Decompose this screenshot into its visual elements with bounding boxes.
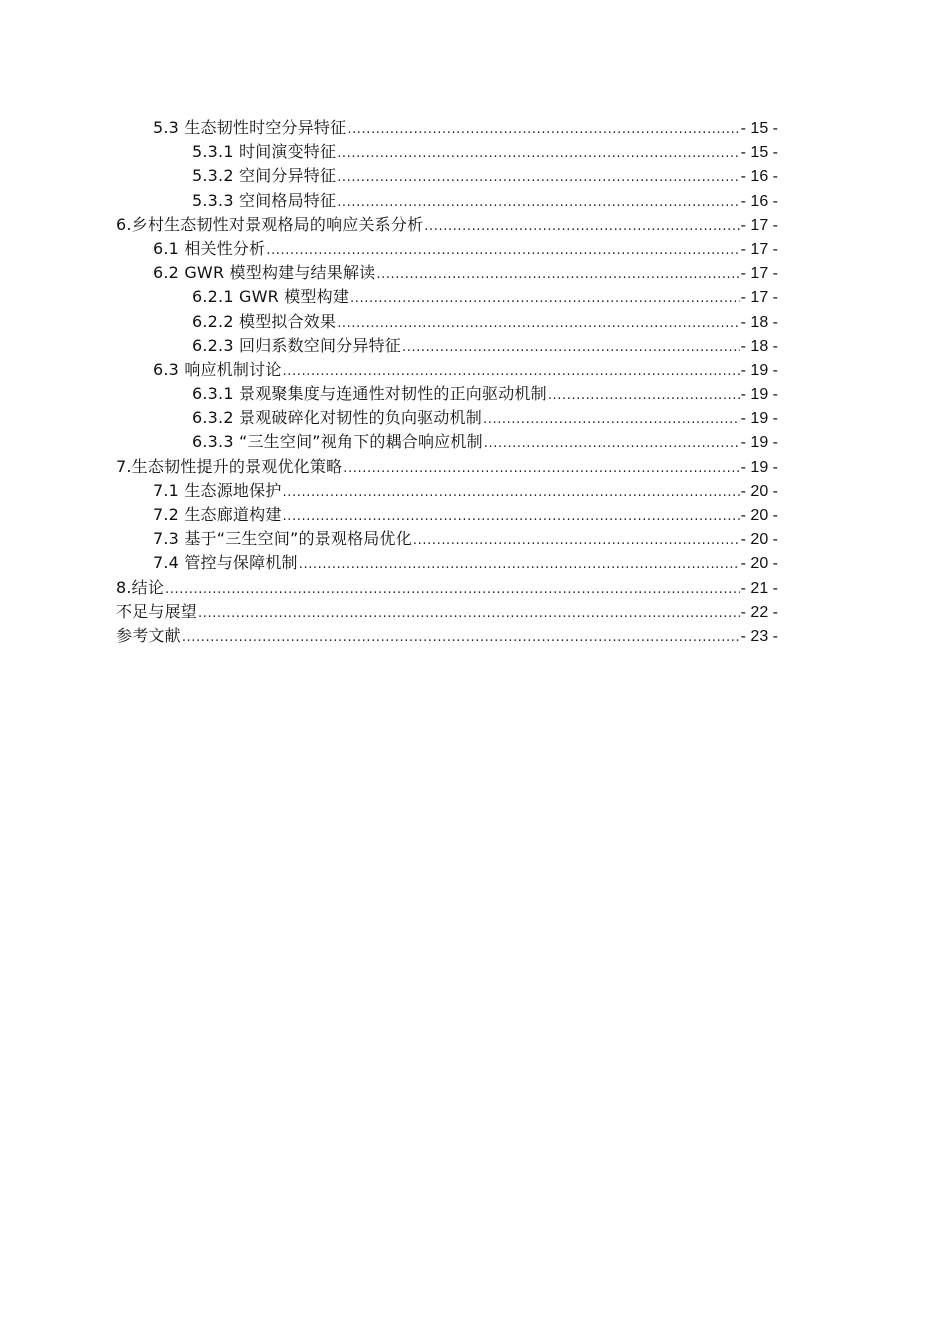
toc-entry-page-number: - 15 - <box>740 120 778 137</box>
dot-leader <box>283 360 740 384</box>
toc-entry[interactable] <box>116 261 778 285</box>
dot-leader <box>182 626 740 650</box>
toc-entry-page-number: - 20 - <box>740 507 778 524</box>
toc-entry-title: 5.3.2 空间分异特征 <box>192 166 337 186</box>
toc-entry-page-number: - 23 - <box>740 627 778 645</box>
dot-leader <box>343 457 739 481</box>
dot-leader <box>347 118 739 142</box>
toc-entry-title: 5.3.1 时间演变特征 <box>192 142 337 162</box>
dot-leader <box>337 312 739 336</box>
dot-leader <box>484 432 740 456</box>
toc-entry-page-number: - 17 - <box>740 289 778 307</box>
toc-entry[interactable] <box>116 455 778 479</box>
toc-entry-title: 6.2.2 模型拟合效果 <box>192 311 337 331</box>
toc-entry-title: 6.2.3 回归系数空间分异特征 <box>192 335 401 355</box>
toc-entry-title: 7.1 生态源地保护 <box>153 480 282 500</box>
toc-entry-title: 7.生态韧性提升的景观优化策略 <box>116 456 343 476</box>
dot-leader <box>283 505 740 529</box>
toc-entry-page-number: - 20 - <box>740 555 778 573</box>
toc-entry-page-number: - 19 - <box>740 386 778 404</box>
toc-entry[interactable] <box>116 382 778 406</box>
toc-entry-page-number: - 22 - <box>740 603 778 621</box>
dot-leader <box>337 191 739 215</box>
toc-entry[interactable] <box>116 358 778 382</box>
dot-leader <box>350 287 740 311</box>
toc-entry-page-number: - 21 - <box>740 579 778 597</box>
toc-entry-page-number: - 19 - <box>740 410 778 428</box>
toc-entry[interactable] <box>116 237 778 261</box>
toc-entry-page-number: - 17 - <box>740 216 778 234</box>
toc-entry-title: 6.3 响应机制讨论 <box>153 359 282 379</box>
toc-entry-title: 6.3.2 景观破碎化对韧性的负向驱动机制 <box>192 408 482 428</box>
toc-entry-page-number: - 18 - <box>740 313 778 331</box>
toc-entry-page-number: - 18 - <box>740 337 778 355</box>
toc-entry[interactable] <box>116 285 778 309</box>
toc-entry-title: 6.2 GWR 模型构建与结果解读 <box>153 263 376 283</box>
toc-entry-page-number: - 16 - <box>740 168 778 186</box>
toc-entry-page-number: - 16 - <box>740 192 778 210</box>
toc-entry-title: 7.3 基于“三生空间”的景观格局优化 <box>153 529 412 549</box>
toc-entry[interactable] <box>116 213 778 237</box>
toc-entry-page-number: - 20 - <box>740 482 778 500</box>
toc-entry[interactable] <box>116 140 778 164</box>
dot-leader <box>402 336 740 360</box>
dot-leader <box>376 263 739 287</box>
dot-leader <box>198 602 740 626</box>
toc-entry-title: 8.结论 <box>116 577 165 597</box>
toc-entry[interactable] <box>116 527 778 551</box>
toc-entry[interactable] <box>116 624 778 648</box>
toc-entry-page-number: - 19 - <box>740 361 778 379</box>
toc-entry[interactable] <box>116 551 778 575</box>
dot-leader <box>337 142 739 166</box>
toc-entry-title: 不足与展望 <box>116 601 198 621</box>
dot-leader <box>266 239 739 263</box>
dot-leader <box>283 481 740 505</box>
toc-entry-title: 6.1 相关性分析 <box>153 238 266 258</box>
toc-entry[interactable] <box>116 116 778 140</box>
toc-entry-title: 5.3 生态韧性时空分异特征 <box>153 118 347 137</box>
toc-entry-page-number: - 15 - <box>740 144 778 162</box>
toc-entry[interactable] <box>116 600 778 624</box>
toc-entry[interactable] <box>116 576 778 600</box>
toc-entry-title: 7.4 管控与保障机制 <box>153 553 298 573</box>
toc-entry[interactable] <box>116 164 778 188</box>
toc-entry-page-number: - 17 - <box>740 265 778 283</box>
toc-entry[interactable] <box>116 406 778 430</box>
dot-leader <box>299 553 740 577</box>
table-of-contents <box>116 116 778 648</box>
toc-entry-page-number: - 17 - <box>740 240 778 258</box>
toc-entry-title: 参考文献 <box>116 625 181 645</box>
toc-entry[interactable] <box>116 430 778 454</box>
toc-entry[interactable] <box>116 310 778 334</box>
toc-entry-title: 7.2 生态廊道构建 <box>153 505 282 524</box>
dot-leader <box>424 215 739 239</box>
dot-leader <box>337 166 739 190</box>
toc-entry-page-number: - 19 - <box>740 434 778 452</box>
toc-entry[interactable] <box>116 189 778 213</box>
toc-entry-title: 6.3.3 “三生空间”视角下的耦合响应机制 <box>192 432 483 452</box>
dot-leader <box>483 408 740 432</box>
toc-entry[interactable] <box>116 503 778 527</box>
toc-entry[interactable] <box>116 334 778 358</box>
toc-entry-page-number: - 19 - <box>740 458 778 476</box>
toc-entry-title: 6.2.1 GWR 模型构建 <box>192 287 350 307</box>
toc-entry-title: 6.乡村生态韧性对景观格局的响应关系分析 <box>116 214 424 234</box>
toc-entry-title: 6.3.1 景观聚集度与连通性对韧性的正向驱动机制 <box>192 384 547 404</box>
dot-leader <box>165 578 740 602</box>
dot-leader <box>548 384 740 408</box>
toc-entry-page-number: - 20 - <box>740 531 778 549</box>
toc-entry-title: 5.3.3 空间格局特征 <box>192 190 337 210</box>
toc-entry[interactable] <box>116 479 778 503</box>
dot-leader <box>413 529 740 553</box>
